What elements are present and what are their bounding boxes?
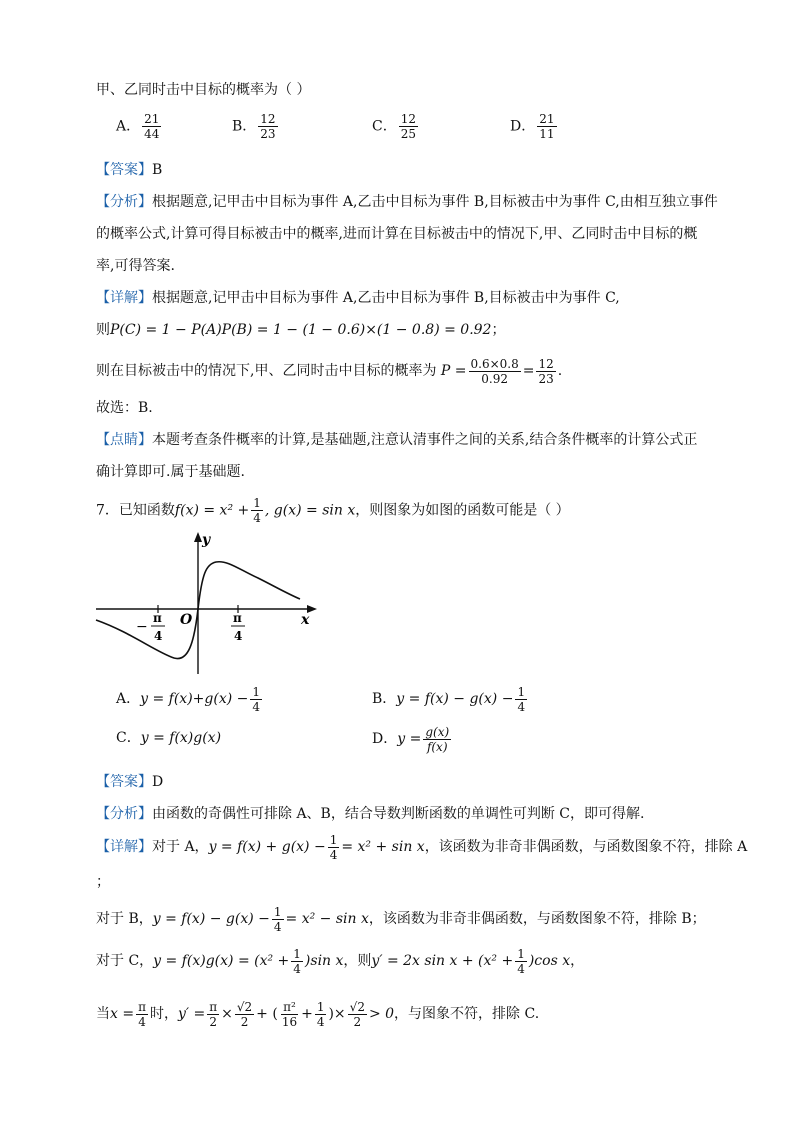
option-expr: y = xyxy=(397,731,422,747)
option-label: B． xyxy=(372,691,397,707)
function-f: f(x) = x² + xyxy=(174,502,250,519)
detail-end: ， xyxy=(570,953,585,969)
detail-expr: y = f(x) − g(x) − xyxy=(152,911,270,927)
q7-detail-b xyxy=(96,904,704,934)
frac-den: f(x) xyxy=(426,739,448,754)
frac-den: 4 xyxy=(329,847,338,862)
frac-num: 1 xyxy=(517,946,525,961)
neg-pi-label: π xyxy=(153,611,162,625)
sqrt2-over-2 xyxy=(348,1000,367,1029)
result-fraction xyxy=(536,357,555,386)
frac-den: 4 xyxy=(138,1014,146,1029)
frac-den: 4 xyxy=(517,961,525,976)
detail-tag: 【详解】 xyxy=(96,839,152,855)
when-text: 时， xyxy=(149,1006,178,1022)
detail-fraction xyxy=(328,833,340,862)
q6-detail-line3 xyxy=(96,354,704,388)
frac-den: 4 xyxy=(252,699,260,714)
comment-text: 本题考查条件概率的计算,是基础题,注意认清事件之间的关系,结合条件概率的计算公式正 xyxy=(152,432,698,448)
detail-mid: ，则 xyxy=(343,953,372,969)
option-label: D． xyxy=(372,731,398,747)
option-fraction xyxy=(250,685,262,714)
sqrt2-over-2 xyxy=(235,1000,254,1029)
detail-suffix: ，与图象不符，排除 C. xyxy=(394,1006,540,1022)
conditional-fraction xyxy=(469,357,521,386)
pos-four-label: 4 xyxy=(234,629,243,643)
q6-detail-line2 xyxy=(96,320,704,340)
question-number-stem: 7．已知函数 xyxy=(96,502,175,519)
frac-num: 1 xyxy=(329,832,338,847)
option-fraction xyxy=(537,112,556,141)
frac-num: 1 xyxy=(293,946,301,961)
frac-num: 1 xyxy=(517,684,526,699)
detail-prefix: 对于 A， xyxy=(152,839,209,855)
frac-num: π xyxy=(138,999,146,1014)
frac-den: 2 xyxy=(209,1014,218,1029)
detail-expr: = x² − sin x xyxy=(285,911,369,927)
frac-num: √2 xyxy=(349,999,365,1014)
equals: = xyxy=(522,363,535,379)
option-expr: y = f(x)+g(x) − xyxy=(140,691,249,707)
q7-detail-a xyxy=(96,832,748,862)
frac-num: 12 xyxy=(260,112,276,126)
pi-over-2 xyxy=(207,1000,219,1029)
q7-option-b xyxy=(372,682,529,716)
option-label: B． xyxy=(232,118,257,135)
detail-suffix: ； xyxy=(491,322,506,338)
derivative-expr: y′ = 2x sin x + (x² + xyxy=(371,953,514,969)
option-fraction xyxy=(515,685,527,714)
y-axis-label: y xyxy=(202,532,211,548)
frac-num: 21 xyxy=(539,112,555,126)
q6-analysis-line3: 率,可得答案. xyxy=(96,258,175,274)
frac-den: 4 xyxy=(273,919,282,934)
detail-expr: = x² + sin x xyxy=(341,839,425,855)
q6-detail-line1 xyxy=(96,288,704,308)
option-fraction xyxy=(258,112,277,141)
detail-expr: y = f(x) + g(x) − xyxy=(208,839,326,855)
q7-stem xyxy=(96,496,704,525)
frac-num: π xyxy=(209,999,218,1014)
detail-prefix: 对于 B， xyxy=(96,911,153,927)
frac-num: 21 xyxy=(144,112,160,126)
analysis-text: 由函数的奇偶性可排除 A、B，结合导数判断函数的单调性可判断 C，即可得解. xyxy=(152,806,645,822)
detail-expr: )sin x xyxy=(304,953,344,969)
frac-num: π² xyxy=(283,999,296,1014)
analysis-tag: 【分析】 xyxy=(96,194,152,210)
q6-analysis-line2: 的概率公式,计算可得目标被击中的概率,进而计算在目标被击中的情况下,甲、乙同时击中目标的概 xyxy=(96,226,698,242)
frac-den: 4 xyxy=(316,1014,325,1029)
option-fraction xyxy=(142,112,161,141)
q6-option-b xyxy=(232,112,280,141)
derivative-value: y′ = xyxy=(177,1006,206,1022)
q6-option-a xyxy=(116,112,163,141)
option-fraction xyxy=(399,112,418,141)
greater-than-zero: > 0 xyxy=(368,1006,395,1022)
answer-value: B xyxy=(152,162,163,178)
option-label: D． xyxy=(510,118,536,135)
pos-pi-label: π xyxy=(233,611,242,625)
answer-tag: 【答案】 xyxy=(96,774,152,790)
q7-analysis xyxy=(96,804,704,824)
pi2-over-16 xyxy=(280,1000,299,1029)
answer-value: D xyxy=(152,774,164,790)
frac-den: 4 xyxy=(517,699,526,714)
detail-fraction xyxy=(515,947,527,976)
option-label: A． xyxy=(116,118,141,135)
period: . xyxy=(557,363,563,379)
q6-comment-line2: 确计算即可.属于基础题. xyxy=(96,464,245,480)
q6-comment-line1 xyxy=(96,430,704,450)
frac-den: 2 xyxy=(353,1014,362,1029)
q6-answer xyxy=(96,160,704,180)
x-eq: x = xyxy=(110,1006,135,1022)
detail-tag: 【详解】 xyxy=(96,290,152,306)
detail-prefix: 则在目标被击中的情况下,甲、乙同时击中目标的概率为 xyxy=(96,363,437,379)
detail-fraction xyxy=(291,947,303,976)
function-graph xyxy=(90,526,325,676)
frac-num: 1 xyxy=(252,684,260,699)
detail-suffix: ，该函数为非奇非偶函数，与函数图象不符，排除 A xyxy=(424,839,748,855)
option-expr: y = f(x) − g(x) − xyxy=(396,691,514,707)
q7-option-d xyxy=(372,722,453,756)
option-fraction xyxy=(423,725,451,754)
frac-num: g(x) xyxy=(425,724,450,739)
option-expr: y = f(x)g(x) xyxy=(140,730,222,746)
stem-suffix: ，则图象为如图的函数可能是（ ） xyxy=(355,502,570,519)
analysis-tag: 【分析】 xyxy=(96,806,152,822)
q6-option-d xyxy=(510,112,559,141)
frac-den: 44 xyxy=(144,127,160,141)
frac-den: 2 xyxy=(240,1014,249,1029)
q7-option-a xyxy=(116,682,264,716)
pi-over-4 xyxy=(136,1000,148,1029)
q7-option-c xyxy=(116,728,221,748)
times: × xyxy=(221,1006,233,1022)
origin-label: O xyxy=(180,612,193,628)
detail-text: 根据题意,记甲击中目标为事件 A,乙击中目标为事件 B,目标被击中为事件 C, xyxy=(152,290,620,306)
q6-option-c xyxy=(372,112,420,141)
frac-den: 16 xyxy=(281,1014,298,1029)
derivative-expr: )cos x xyxy=(528,953,571,969)
q6-analysis-line1 xyxy=(96,192,718,212)
frac-den: 11 xyxy=(539,127,555,141)
frac-num: 12 xyxy=(400,112,416,126)
q6-stem: 甲、乙同时击中目标的概率为（ ） xyxy=(96,82,311,98)
answer-tag: 【答案】 xyxy=(96,162,152,178)
close-times: )× xyxy=(328,1006,346,1022)
q6-choose: 故选：B. xyxy=(96,400,153,416)
comment-tag: 【点睛】 xyxy=(96,432,152,448)
detail-suffix: ，该函数为非奇非偶函数，与函数图象不符，排除 B； xyxy=(368,911,706,927)
y-axis-arrow xyxy=(194,532,202,542)
q7-detail-d: 当x = $\frac{\pi}{4}$ 时，y′ = $\frac{\pi}{2}$ × $\frac{√2}{2}$ + ( $\frac{\text{π²}}{16}$ + $\frac{1}{4}$ )× $\frac{√2}{2}$ > 0，与图象不符，排除 C. xyxy=(96,999,540,1029)
detail-fraction xyxy=(272,905,284,934)
x-axis-label: x xyxy=(301,612,310,628)
frac-den: 23 xyxy=(260,127,276,141)
function-g: , g(x) = sin x xyxy=(264,502,356,519)
frac-num: 1 xyxy=(273,904,282,919)
detail-prefix: 则 xyxy=(96,322,110,338)
detail-prefix: 对于 C， xyxy=(96,953,154,969)
detail-prefix: 当 xyxy=(96,1006,110,1022)
option-label: C． xyxy=(372,118,397,135)
frac-den: 23 xyxy=(538,371,554,386)
frac-den: 0.92 xyxy=(481,371,508,386)
frac-num: 12 xyxy=(538,356,554,371)
detail-expr: y = f(x)g(x) = (x² + xyxy=(153,953,290,969)
frac-den: 25 xyxy=(400,127,416,141)
option-label: A． xyxy=(116,691,141,707)
option-label: C． xyxy=(116,730,141,746)
p-symbol: P = xyxy=(440,363,467,379)
frac-num: 1 xyxy=(253,496,261,510)
one-over-4 xyxy=(315,1000,327,1029)
stem-fraction xyxy=(251,496,263,525)
neg-four-label: 4 xyxy=(154,629,163,643)
minus-sign: − xyxy=(136,619,148,635)
frac-den: 4 xyxy=(253,511,261,525)
q7-detail-a-semicolon: ； xyxy=(96,874,110,890)
frac-den: 4 xyxy=(293,961,301,976)
q7-detail-c xyxy=(96,944,704,978)
analysis-text: 根据题意,记甲击中目标为事件 A,乙击中目标为事件 B,目标被击中为事件 C,由相互独立事件 xyxy=(152,194,718,210)
frac-num: 0.6×0.8 xyxy=(470,356,519,371)
frac-num: 1 xyxy=(316,999,325,1014)
probability-formula: P(C) = 1 − P(A)P(B) = 1 − (1 − 0.6)×(1 − 0.8) = 0.92 xyxy=(110,322,492,338)
q7-answer xyxy=(96,772,704,792)
plus-paren: + ( xyxy=(256,1006,278,1022)
frac-num: √2 xyxy=(236,999,253,1014)
